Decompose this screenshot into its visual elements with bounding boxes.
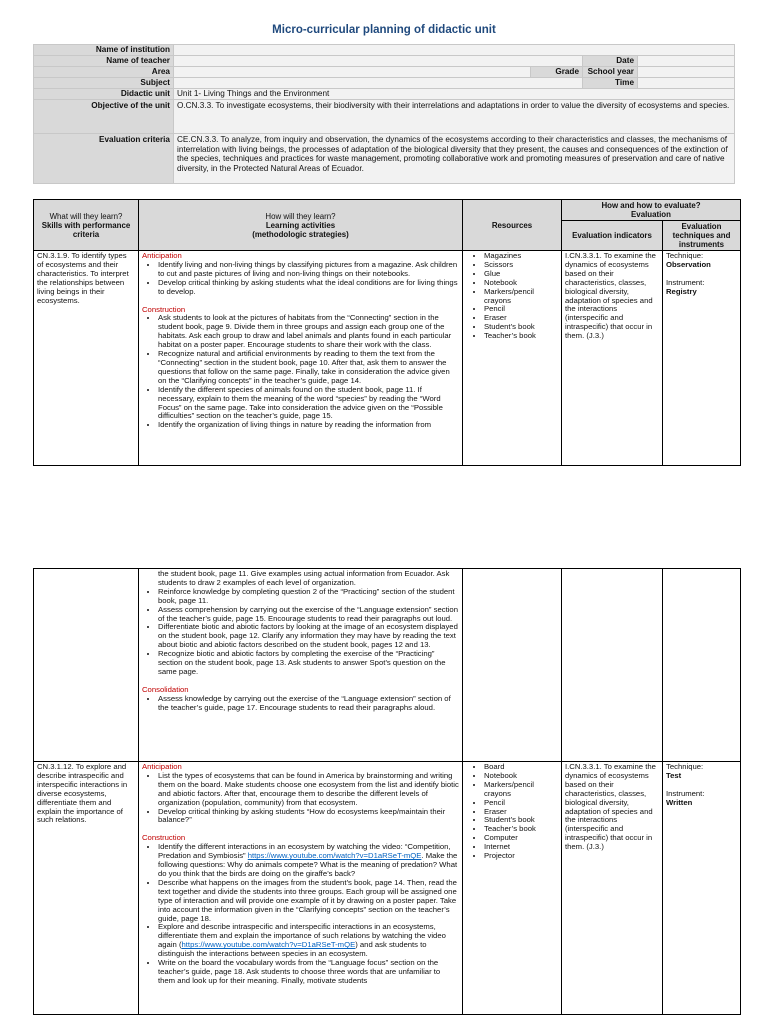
list-item-text: ) and ask students to distinguish the interactions between species in an ecosystem. — [158, 940, 427, 959]
technique-cell — [663, 251, 741, 466]
list-item: • Teacher’s book — [484, 332, 558, 341]
resources-header — [463, 200, 562, 251]
list-item: • Identify the organization of living things in nature by reading the information from — [158, 421, 459, 430]
date-value — [638, 56, 735, 67]
time-value — [638, 78, 735, 89]
teacher-label: Name of teacher — [34, 56, 174, 67]
list-item: • Notebook — [484, 772, 558, 781]
area-value — [174, 67, 531, 78]
skill-cell — [34, 569, 139, 762]
list-item: • Pencil — [484, 799, 558, 808]
list-item: • Develop critical thinking by asking students “How do ecosystems keep/maintain their balance?” — [158, 808, 459, 826]
construction-list-continued — [142, 588, 459, 677]
list-item: • Magazines — [484, 252, 558, 261]
list-item: • Student’s book — [484, 323, 558, 332]
list-item: • Markers/pencil crayons — [484, 288, 558, 306]
area-label: Area — [34, 67, 174, 78]
list-item: • Develop critical thinking by asking students what the ideal conditions are for living things to develop. — [158, 279, 459, 297]
list-item: • Eraser — [484, 314, 558, 323]
activities-header-title: Learning activities — [265, 220, 336, 230]
subject-label: Subject — [34, 78, 174, 89]
list-item — [158, 843, 459, 879]
technique-cell — [663, 569, 741, 762]
list-item — [158, 923, 459, 959]
date-label: Date — [583, 56, 638, 67]
list-item: • Eraser — [484, 808, 558, 817]
planning-table — [33, 199, 741, 466]
resources-list — [466, 252, 558, 341]
activities-cell — [139, 251, 463, 466]
anticipation-heading: Anticipation — [142, 251, 182, 260]
skills-header-title: Skills with performance criteria — [41, 220, 131, 239]
institution-label: Name of institution — [34, 45, 174, 56]
list-item: • Board — [484, 763, 558, 772]
construction-heading: Construction — [142, 304, 186, 314]
list-item: • Reinforce knowledge by completing question 2 of the “Practicing” section of the student book, page 11. — [158, 588, 459, 606]
list-item: • Scissors — [484, 261, 558, 270]
skills-header-question: What will they learn? — [49, 211, 123, 221]
technique-cell — [663, 762, 741, 1015]
anticipation-list — [142, 261, 459, 297]
list-item: • Glue — [484, 270, 558, 279]
techniques-header-title: Evaluation techniques and instruments — [672, 222, 731, 249]
objective-label: Objective of the unit — [34, 100, 174, 134]
school-year-value — [638, 67, 735, 78]
indicator-cell — [562, 569, 663, 762]
page-title: Micro-curricular planning of didactic unit — [272, 24, 496, 36]
continued-text: the student book, page 11. Give examples using actual information from Ecuador. Ask students to draw 2 examples of each level of organization. — [158, 569, 450, 587]
list-item: • Recognize biotic and abiotic factors by completing the exercise of the “Practicing” section on the student book, page 13. Ask students to answer Spot’s question on the same page. — [158, 650, 459, 677]
construction-list — [142, 843, 459, 986]
construction-heading: Construction — [142, 833, 186, 843]
list-item: • Notebook — [484, 279, 558, 288]
skill-cell: CN.3.1.9. To identify types of ecosystems and their characteristics. To interpret the relationships between living beings in their ecosystems. — [34, 251, 139, 466]
list-item: • Identify the different species of animals found on the student book, page 11. If necessary, explain to them the meaning of the word “species” by reading the “Word Focus” on the same page. Take into consideration the advice given on the “Possible difficulties” section on the teacher’s guide, page 15. — [158, 386, 459, 422]
resources-list — [466, 763, 558, 861]
list-item: • Write on the board the vocabulary words from the “Language focus” section on the teacher’s guide, page 18. Ask students to choose three words that are unfamiliar to them and look up for their meaning. Finally, motivate students — [158, 959, 459, 986]
activities-cell — [139, 762, 463, 1015]
indicator-cell: I.CN.3.3.1. To examine the dynamics of ecosystems based on their characteristics, classes, biological diversity, adaptation of species and the interactions (interspecific and intraspecific) that occur in them. (J.3.) — [562, 762, 663, 1015]
resources-cell — [463, 762, 562, 1015]
instrument-label: Instrument: — [666, 277, 705, 287]
list-item: • Differentiate biotic and abiotic factors by looking at the image of an ecosystem displayed on the student book, page 12. Clarify any information they may have by reading the text about biotic and abiotic factors described on the student book, pages 12 and 13. — [158, 623, 459, 650]
resources-cell — [463, 569, 562, 762]
unit-value: Unit 1- Living Things and the Environment — [174, 89, 735, 100]
skill-cell: CN.3.1.12. To explore and describe intraspecific and interspecific interactions in diverse ecosystems, differentiate them and explain the importance of such relations. — [34, 762, 139, 1015]
consolidation-list — [142, 695, 459, 713]
list-item: • Pencil — [484, 305, 558, 314]
technique-label: Technique: — [666, 762, 704, 771]
institution-value — [174, 45, 735, 56]
unit-info-table — [33, 44, 735, 184]
techniques-header — [663, 221, 741, 251]
technique-value: Test — [666, 770, 682, 780]
technique-label: Technique: — [666, 251, 704, 260]
indicators-header — [562, 221, 663, 251]
list-item: • Recognize natural and artificial environments by reading to them the text from the “Connecting” section in the student book, page 10. After that, ask them to answer the questions that follow on the same page. Finally, take in consideration the advice given on the “Clarifying concepts” in the teacher’s guide, page 14. — [158, 350, 459, 386]
list-item: • List the types of ecosystems that can be found in America by brainstorming and writing them on the board. Make students choose one ecosystem from the list and identify biotic and abiotic factors. After that, encourage them to describe the different levels of organization (population, community) from that ecosystem. — [158, 772, 459, 808]
school-year-label: School year — [583, 67, 638, 78]
activities-header-subtitle: (methodologic strategies) — [252, 229, 349, 239]
evaluation-header-title: Evaluation — [631, 210, 671, 219]
resources-header-title: Resources — [491, 220, 533, 230]
grade-label: Grade — [531, 67, 583, 78]
objective-value: O.CN.3.3. To investigate ecosystems, their biodiversity with their interrelations and adaptations in order to value the diversity of ecosystems and species. — [174, 100, 735, 134]
resources-cell — [463, 251, 562, 466]
list-item: • Markers/pencil crayons — [484, 781, 558, 799]
list-item: • Student’s book — [484, 816, 558, 825]
list-item-text: . Make the following questions: Why do animals compete? What is the meaning of predation? What do you think that the birds are doing on the giraffe’s back? — [158, 851, 458, 878]
list-item: • Teacher’s book — [484, 825, 558, 834]
list-item: • Identify living and non-living things by classifying pictures from a magazine. Ask children to cut and paste pictures of living and non-living things on their notebooks. — [158, 261, 459, 279]
subject-value — [174, 78, 583, 89]
evaluation-header — [562, 200, 741, 221]
video-link[interactable]: https://www.youtube.com/watch?v=D1aRSeT-mQE — [181, 940, 356, 950]
evaluation-header-question: How and how to evaluate? — [601, 201, 701, 210]
skills-header — [34, 200, 139, 251]
anticipation-list — [142, 772, 459, 825]
teacher-value — [174, 56, 583, 67]
activities-header-question: How will they learn? — [265, 211, 336, 221]
indicators-header-title: Evaluation indicators — [572, 231, 652, 240]
consolidation-heading: Consolidation — [142, 684, 189, 694]
unit-label: Didactic unit — [34, 89, 174, 100]
criteria-value: CE.CN.3.3. To analyze, from inquiry and observation, the dynamics of the ecosystems according to their characteristics and classes, the mechanisms of interrelation with living beings, the processes of adaptation of the biological diversity that they present, the causes and consequences of the extinction of the species, techniques and practices for waste management, promoting collaborative work and promoting measures of preservation and care of native diversity, in the Protected Natural Areas of Ecuador. — [174, 134, 735, 184]
list-item: • Assess knowledge by carrying out the exercise of the “Language extension” section of the teacher’s guide, page 17. Encourage students to read their paragraphs aloud. — [158, 695, 459, 713]
list-item: • Computer — [484, 834, 558, 843]
list-item: • Describe what happens on the images from the student’s book, page 14. Then, read the text together and divide the students into three groups. Each group will be assigned one type of interaction and will provide one example of it by drawing on a poster paper. Take into account the information given in the “Clarifying concepts” section on the teacher’s guide, page 18. — [158, 879, 459, 924]
instrument-value: Registry — [666, 286, 697, 296]
planning-table-continued — [33, 568, 741, 1015]
video-link[interactable]: https://www.youtube.com/watch?v=D1aRSeT-mQE — [247, 851, 422, 861]
construction-list — [142, 314, 459, 430]
activities-header — [139, 200, 463, 251]
list-item: • Projector — [484, 852, 558, 861]
indicator-cell: I.CN.3.3.1. To examine the dynamics of ecosystems based on their characteristics, classes, biological diversity, adaptation of species and the interactions (interspecific and intraspecific) that occur in them. (J.3.) — [562, 251, 663, 466]
instrument-value: Written — [666, 797, 693, 807]
list-item: • Assess comprehension by carrying out the exercise of the “Language extension” section of the teacher’s guide, page 15. Encourage students to read their paragraphs out loud. — [158, 606, 459, 624]
list-item: • Ask students to look at the pictures of habitats from the “Connecting” section in the student book, page 9. Divide them in three groups and assign each group one of the habitats. Ask each group to draw and label animals and plants found in each particular habitat on a poster paper. Encourage students to share their work with the class. — [158, 314, 459, 350]
anticipation-heading: Anticipation — [142, 762, 182, 771]
list-item: • Internet — [484, 843, 558, 852]
time-label: Time — [583, 78, 638, 89]
list-item-text: Explore and describe intraspecific and interspecific interactions in an ecosystems, differentiate them and explain the importance of such relations by watching the video again ( — [158, 922, 446, 950]
technique-value: Observation — [666, 259, 711, 269]
instrument-label: Instrument: — [666, 788, 705, 798]
criteria-label: Evaluation criteria — [34, 134, 174, 184]
list-item-text: Identify the different interactions in an ecosystem by watching the video: “Competition, Predation and Symbiosis” — [158, 842, 451, 861]
activities-cell — [139, 569, 463, 762]
